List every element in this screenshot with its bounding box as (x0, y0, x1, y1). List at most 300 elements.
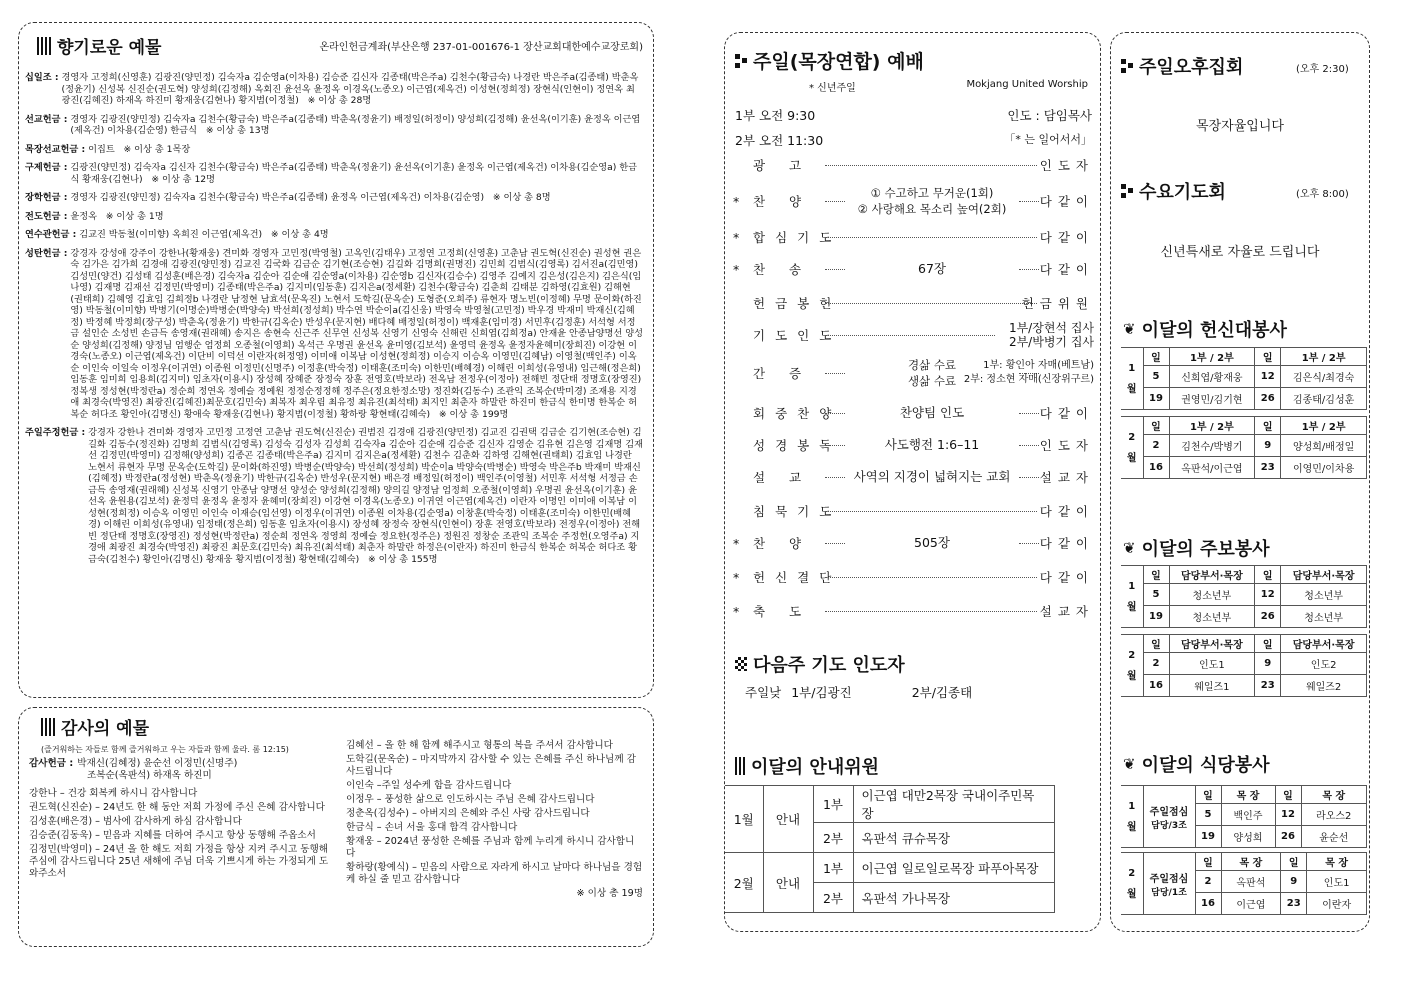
offering-row (25, 427, 643, 565)
assignee-cell: 라오스2 (1301, 804, 1366, 826)
offering-text: 경영자 고정희(신영훈) 김광진(양민정) 김숙자a 김순영a(이차용) 김승준 김신자 김종태(박은주a) 김천수(황금숙) 나경란 박은주a(김종태) 박춘옥(정윤기) 신성복 신진순(권도혁) 양성희(김정해) 옥회진 윤선옥 윤정옥 이경옥(노종오) 이근엽(제옥건) 이성현(정희정) 장현식(인현이) 정연옥 최광진(김혜진) 하재옥 하진미 황재웅(김현나) 황지범(이정철) (61, 72, 639, 106)
guide-team: 이근엽 일로일로목장 파푸아목장 (853, 853, 1055, 883)
square-dots-icon (1121, 184, 1133, 198)
worship-item-leader: 설교자 (1039, 470, 1094, 485)
thanks-donors-1: 박재신(김혜정) 윤순선 이정민(신명주) (77, 758, 238, 769)
offering-note: ※ 이상 총 12명 (151, 173, 216, 185)
assignee-cell: 양성희 (1221, 826, 1275, 848)
worship-item-name: 광 고 (753, 158, 812, 173)
month-unit: 월 (1126, 670, 1137, 682)
header-cell: 1부 / 2부 (1169, 417, 1255, 435)
meal-group: 담당/1조 (1151, 887, 1187, 898)
worship-item-leader: 1부/장현석 집사 2부/박병기 집사 (1008, 321, 1094, 349)
thanks-entry: 김승준(김동욱) – 믿음과 지혜를 더하여 주시고 항상 동행해 주옵소서 (29, 830, 316, 841)
stand-marker: * (733, 603, 740, 619)
worship-row (725, 289, 1100, 317)
guide-row (725, 853, 1055, 883)
worship-item-name: 성경봉독 (753, 438, 842, 453)
worship-item-leader: 인도자 (1039, 438, 1094, 453)
worship-row (725, 223, 1100, 251)
day-cell: 19 (1143, 388, 1169, 410)
clover-icon: ❦ (1123, 539, 1136, 557)
assignee-cell: 청소년부 (1169, 584, 1255, 606)
month-unit: 월 (1126, 821, 1137, 833)
thanks-right-list (346, 740, 643, 886)
worship-item-detail: ① 수고하고 무거운(1회) ② 사랑해요 목소리 높여(2회) (857, 186, 1007, 216)
month-cell (1121, 566, 1143, 628)
offering-note: ※ 이상 총 4명 (270, 229, 329, 240)
header-cell: 일 (1143, 566, 1169, 584)
guide-row (725, 786, 1055, 823)
day-cell: 5 (1195, 804, 1221, 826)
offering-text: 강경자 강한나 견미화 경영자 고민정 고정연 고춘남 권도혁(신진순) 권범진 김경애 김광진(양민정) 김교진 김권택 김금순 김기현(조승현) 김길화 김동수(정진화) 김명희 김범식(김영록) 김성숙 김성자 김성희 김숙자a 김순아 김순애 김승준 김신자 김영순 김유현 김은영 김재명 김재선 김정민(박영미) 김정해(양성희) 김종곤 김종태(박은주a) 김지미 김지은a(정세환) 김천수 김춘화 김하영 김해현(권태희) 김효임 나경란 노현서 류현자 무명 문옥순(도학길) 문이화(하진영) 박병순(박양숙) 박선희(정성희) 박순이a 박양숙(박병순) 박영숙 박은주b 박재미 박재신(김혜정) 박정란a(정성현) 박춘옥(정윤기) 박한규(김옥순) 반성우(문지현) 배은경 배정일(허정이) 백인주(이영철) 서민후 서석형 서정금 손금득 송영재(권래혜) 신성복 신영기 안종남 양명선 양성순 양성희(김정해) 양의길 양정남 엄정희 오종철(이영희) 우명권 윤선옥(이기훈) 윤선옥 윤원용(김보석) 윤정덕 윤정옥 윤정자 윤혜미(장희진) 이강현 이경옥(노종오) 이귀연 이근엽(제옥건) 이란자 이명인 이미애 이복남 이성현(정희정) 이승옥 이영민 이인숙 이재승(임선영) 이정우(이귀연) 이종원 이차용(김순영a) 이창훈(박숙정) 이태훈(조미숙) 이한민(배혜경) 이해린 이희성(유영내) 임정태(정은희) 임동훈 임초자(이용시) 장성혜 장정숙 장현식(인현이) 장훈 전영호(박보라) 전정우(이정아) 전해빈 정단태 정명호(장영진) 정성현(박정란a) 정순희 정연옥 정영희 정예슬 정요한(정주은) 정원진 정창순 조관익 조복순 주정헌(오영주a) 지경애 최광진 최경숙(박영진) 최광진 최문호(김민숙) 최유진(최석태) 최춘자 하말란 하정은(이란자) 하진미 한금식 한복순 허복순 허다조 황금숙(김천수) 황인아(김명신) 황재웅 황지범(이정철) 황현태(김혜숙) (88, 427, 643, 565)
header-cell: 목 장 (1307, 853, 1367, 871)
header-cell: 1부 / 2부 (1281, 348, 1367, 366)
offering-names (70, 114, 643, 137)
guides-table (725, 785, 1055, 913)
assignee-cell: 청소년부 (1281, 606, 1367, 628)
wednesday-text: 신년특새로 자율로 드립니다 (1160, 245, 1320, 260)
thanks-entry: 도학길(문옥순) – 마지막까지 감사할 수 있는 은혜를 주신 하나님께 감사드립니다 (345, 754, 636, 777)
guide-team: 옥판석 가나목장 (853, 883, 1055, 913)
offering-note: ※ 이상 총 1목장 (123, 143, 191, 155)
leader-dots (825, 269, 845, 270)
leader-dots (1019, 445, 1039, 446)
worship-row (725, 321, 1100, 349)
month-unit: 월 (1126, 888, 1137, 900)
cafeteria-tables (1121, 785, 1367, 919)
offerings-panel (18, 22, 654, 698)
worship-row (725, 563, 1100, 591)
worship-item-detail: 67장 (918, 261, 946, 276)
header-cell: 담당부서·목장 (1281, 566, 1367, 584)
worship-item-leader: 설교자 (1039, 604, 1094, 619)
offering-row (25, 192, 643, 204)
offering-row (25, 229, 643, 241)
cafeteria-title-row (1123, 751, 1270, 777)
meal-type: 주일점심 (1149, 873, 1189, 885)
stand-marker: * (733, 569, 740, 585)
worship-sub1: * 신년주일 (809, 83, 856, 94)
worship-item-name: 간 증 (753, 366, 812, 381)
afternoon-text: 목장자율입니다 (1196, 119, 1284, 134)
guide-month: 1월 (725, 786, 763, 853)
day-cell: 26 (1255, 606, 1281, 628)
clover-icon: ❦ (1123, 755, 1136, 773)
leader-dots (825, 303, 1037, 304)
offering-note: ※ 이상 총 8명 (492, 192, 551, 203)
assignee-cell: 청소년부 (1281, 584, 1367, 606)
offering-names (70, 192, 643, 204)
leader-dots (825, 511, 1037, 512)
offering-label: 장학헌금 : (25, 192, 68, 203)
worship-item-name: 찬 양 (753, 194, 812, 209)
month-number: 2 (1128, 867, 1136, 879)
cafeteria-month-table (1121, 852, 1367, 915)
offering-names (70, 248, 643, 421)
thanks-panel (18, 707, 654, 947)
worship-panel (724, 32, 1101, 932)
table-header (1121, 786, 1367, 804)
guide-service: 1부 (813, 853, 853, 883)
offering-names (62, 72, 644, 107)
header-cell: 일 (1275, 786, 1301, 804)
guide-month: 2월 (725, 853, 763, 913)
offering-label: 전도헌금 : (25, 210, 68, 222)
worship-order (725, 151, 1100, 621)
worship-item-leader: 다같이 (1039, 194, 1094, 209)
thanks-entry: 김정민(박영미) – 24년 올 한 해도 저희 가정을 항상 지켜 주시고 동행해 주심에 감사드립니다 25년 새해에 주님 더욱 기쁘시게 하는 가정되게 도와주소서 (29, 844, 329, 879)
worship-title: 주일(목장연합) 예배 (753, 51, 924, 73)
meal-label (1143, 853, 1195, 915)
day-cell: 23 (1255, 457, 1281, 479)
offering-text: 강경자 강성애 강주이 강한나(황재웅) 견미화 경영자 고민정(박영철) 고옥인(김태우) 고정연 고정희(신영훈) 고춘남 권도혁(신진순) 권성현 권은숙 김가은 김가희 김경애 김광진(양민정) 김교진 김국화 김금순 김기현(조승현) 김길화 김명희(권명진) 김민희 김범식(김영록) 김서진a(김민영) 김성민(양건) 김성태 김성훈(배은경) 김숙자a 김순아 김순애 김순영a(이차용) 김순영b 김신자(김승수) 김영주 김예지 김은성(김은지) 김은식(임나영) 김재명 김재선 김정민(박영미) 김종태(박은주a) 김지미(임동훈) 김지은a(정세환) 김천수(황금숙) 김춘희 김태분 김하영(김효원) 김해현(권태희) 김혜영 김효임 김희정b 나경란 남정현 남효석(문옥진) 노현서 도학길(문옥순) 도형준(오희주) 류현자 명노빈(이정혜) 무명 문이화(하진영) 박동철(이미향) 박병기(이명순)박병순(박양숙) 박선희(정성희) 박수연 박순이a(김신웅) 박영숙 박영철(고민정) 박우경 박재미 박재신(김혜정) 박정혜 박정희(장구성) 박춘옥(정윤기) 박한규(김옥순) 반성우(문지현) 배다혜 배정일(허정이) 백재훈(임미경) 서민후(김정훈) 서석형 서정금 설인순 소성빈 손금득 송영재(권래혜) 송지은 송현숙 신근주 신무연 신성복 신영기 신영숙 신해린 신희엽(김희정a) 안재윤 안종남양명선 양성순 양성희(김정해) 양정님 엄행순 엄정희 오종철(이영희) 옥석근 우명권 윤선옥 윤미영(김보석) 윤영덕 윤정옥 윤정자윤혜미(장희진) 이강현 이경숙(노종오) 이근엽(제옥건) 이단비 이덕선 이란자(허정영) 이미애 이복남 이성현(정희정) 이승지 이승옥 이영민(김혜남) 이영철(백인주) 이옥순 이인숙 이일숙 이정우(이귀연) 이종원 이정민(신명주) 이정훈(박숙정) 이태훈(조미숙) 이한민(배혜경) 이해린 이희성(유영내) 임근해(정은희) 임동훈 임미희 임용희(김지미) 임초자(이용시) 장성혜 장혜준 장정숙 장훈 전영호(박보라) 전옥남 전정우(이정아) 전해빈 정단태 정명호(장영진) 정복생 정성현(박정란a) 정순희 정연옥 정예슬 정예원 정정순정정해 정주은(정요한정소망) 정진화(김동수) 조관익 조복순(박미경) 조재용 지경애 최경숙(박영진) 최광진(김혜진)최문호(김민숙) 최복자 최우림 최유정 최유진(최석태) 최지인 최춘자 하말란 하진미 한금식 한미명 한복순 허복순 허다조 황인아(김명신) 황애숙 황재웅(김현나) 황지범(이정철) 황하랑 황현태(김혜숙) (70, 247, 643, 420)
day-cell: 12 (1255, 584, 1281, 606)
assignee-cell: 윤순선 (1301, 826, 1366, 848)
worship-time2: 2부 오전 11:30 (735, 133, 824, 148)
worship-item-name: 회중찬양 (753, 406, 842, 421)
thanks-entry: 이인숙 –주일 성수케 함을 감사드립니다 (345, 780, 512, 791)
leader-dots (825, 477, 845, 478)
header-cell: 일 (1255, 566, 1281, 584)
header-cell: 담당부서·목장 (1281, 635, 1367, 653)
month-number: 1 (1128, 362, 1136, 374)
offering-label: 선교헌금 : (25, 113, 68, 125)
table-row (1121, 388, 1367, 410)
table-row (1121, 584, 1367, 606)
schedule-panel (1110, 32, 1370, 932)
offering-label: 주일주정헌금 : (25, 427, 86, 438)
account-info: 온라인헌금계좌(부산은행 237-01-001676-1 장산교회대한예수교장로회) (319, 42, 643, 53)
assignee-cell: 인도2 (1281, 653, 1367, 675)
offering-note: ※ 이상 총 28명 (307, 95, 372, 106)
header-cell: 1부 / 2부 (1281, 417, 1367, 435)
cafeteria-title: 이달의 식당봉사 (1141, 755, 1270, 776)
leader-dots (1019, 413, 1039, 414)
leader-dots (1019, 269, 1039, 270)
header-cell: 일 (1143, 348, 1169, 366)
thanks-left-column (29, 758, 336, 900)
month-unit: 월 (1126, 601, 1137, 613)
offering-row (25, 211, 643, 223)
thanks-entry: 한금식 – 손녀 서울 홍대 합격 감사합니다 (345, 822, 518, 833)
table-row (1121, 653, 1367, 675)
offering-note: ※ 이상 총 13명 (205, 125, 270, 136)
assignee-cell: 김천수/박병기 (1169, 435, 1255, 457)
day-cell: 5 (1143, 366, 1169, 388)
thanks-entry: 김성훈(배은경) – 범사에 감사하게 하심 감사합니다 (29, 816, 242, 827)
day-cell: 9 (1255, 435, 1281, 457)
leader-dots (825, 445, 845, 446)
leader-dots (825, 413, 845, 414)
header-cell: 일 (1143, 635, 1169, 653)
table-row (1121, 675, 1367, 697)
assignee-cell: 김종태/김성훈 (1281, 388, 1367, 410)
day-cell: 19 (1143, 606, 1169, 628)
day-cell: 16 (1195, 893, 1221, 915)
thanks-right-column (346, 740, 643, 900)
table-row (1121, 435, 1367, 457)
offerings-title-row (37, 33, 161, 58)
table-header (1121, 348, 1367, 366)
table-row (1121, 366, 1367, 388)
worship-item-detail: 505장 (914, 535, 950, 550)
dedication-month-table (1121, 347, 1367, 410)
thanks-left-list (29, 788, 336, 880)
offering-text: 김교진 박동철(이미향) 옥희진 이근엽(제옥건) (79, 229, 263, 240)
table-header (1121, 417, 1367, 435)
leader-dots (1019, 201, 1039, 202)
afternoon-time: (오후 2:30) (1296, 64, 1349, 75)
offering-row (25, 248, 643, 421)
cafeteria-month-table (1121, 785, 1367, 848)
bulletin-tables (1121, 565, 1367, 703)
month-cell (1121, 348, 1143, 410)
thanks-entry: 권도혁(신진순) – 24년도 한 해 동안 저희 가정에 주신 은혜 감사합니다 (29, 802, 325, 813)
day-cell: 19 (1195, 826, 1221, 848)
dedication-title-row (1123, 316, 1287, 342)
day-cell: 16 (1143, 457, 1169, 479)
worship-item-leader: 다같이 (1039, 230, 1094, 245)
table-row (1121, 457, 1367, 479)
offering-names (88, 427, 643, 565)
assignee-cell: 이근엽 (1221, 893, 1281, 915)
offering-label: 목장선교헌금 : (25, 143, 86, 155)
day-cell: 9 (1281, 871, 1307, 893)
month-cell (1121, 853, 1143, 915)
worship-row (725, 597, 1100, 625)
offering-names (70, 211, 643, 223)
offering-text: 경영자 김광진(양민정) 김숙자a 김천수(황금숙) 박은주a(김종태) 박춘옥(정윤기) 배정일(허정이) 양성희(김정해) 윤선옥(이기훈) 윤정옥 이근엽(제옥건) 이차용(김순영) 한금식 (70, 113, 641, 136)
offering-names (70, 162, 643, 185)
stand-marker: * (733, 261, 740, 277)
worship-item-name: 헌금봉헌 (753, 296, 842, 311)
offering-note: ※ 이상 총 1명 (105, 210, 164, 222)
bar-icon (41, 718, 55, 736)
next-prayer-title-row (735, 651, 905, 677)
worship-item-name: 설 교 (753, 470, 812, 485)
offering-text: 경영자 김광진(양민정) 김숙자a 김천수(황금숙) 박은주a(김종태) 윤정옥 이근엽(제옥건) 이차용(김순영) (70, 192, 485, 203)
meal-type: 주일점심 (1149, 806, 1189, 818)
day-cell: 12 (1275, 804, 1301, 826)
next-prayer-p2: 2부/김종태 (911, 685, 973, 700)
month-number: 2 (1128, 649, 1136, 661)
worship-leader-note: 「* 는 일어서서」 (1004, 133, 1092, 146)
header-cell: 일 (1255, 348, 1281, 366)
offering-label: 구제헌금 : (25, 162, 68, 173)
offering-label: 연수관헌금 : (25, 229, 77, 240)
next-prayer-label: 주일낮 (745, 685, 782, 700)
worship-row (725, 431, 1100, 459)
worship-item-leader: 다같이 (1039, 536, 1094, 551)
day-cell: 2 (1143, 653, 1169, 675)
offering-row (25, 162, 643, 185)
worship-row (725, 529, 1100, 557)
month-number: 2 (1128, 431, 1136, 443)
next-prayer-p1: 1부/김광진 (791, 685, 852, 700)
dedication-title: 이달의 헌신대봉사 (1141, 320, 1287, 341)
day-cell: 16 (1143, 675, 1169, 697)
bar-icon (37, 37, 51, 55)
bulletin-month-table (1121, 634, 1367, 697)
meal-label (1143, 786, 1195, 848)
worship-item-leader: 다같이 (1039, 504, 1094, 519)
dedication-month-table (1121, 416, 1367, 479)
header-cell: 일 (1255, 417, 1281, 435)
table-header (1121, 566, 1367, 584)
month-number: 1 (1128, 800, 1136, 812)
month-cell (1121, 786, 1143, 848)
offering-row (25, 72, 643, 107)
worship-item-leader: 인도자 (1039, 158, 1094, 173)
thanks-entry: 황재웅 – 2024년 풍성한 은혜를 주님과 함께 누리게 하시니 감사합니다 (345, 836, 635, 859)
guide-service: 2부 (813, 883, 853, 913)
wednesday-title-row (1121, 178, 1226, 204)
thanks-entry: 김혜선 – 올 한 해 함께 해주시고 형통의 복을 주셔서 감사합니다 (345, 740, 613, 751)
guide-team: 이근엽 대만2목장 국내이주민목장 (853, 786, 1055, 823)
thanks-donors-2: 조복순(옥판석) 하재옥 하진미 (87, 770, 212, 781)
stand-marker: * (733, 535, 740, 551)
table-row (1121, 606, 1367, 628)
guide-service: 1부 (813, 786, 853, 823)
month-cell (1121, 635, 1143, 697)
offering-text: 윤정옥 (70, 210, 98, 222)
worship-row (725, 399, 1100, 427)
worship-sub2: Mokjang United Worship (966, 79, 1088, 90)
month-unit: 월 (1126, 452, 1137, 464)
offering-row (25, 144, 643, 156)
dedication-tables (1121, 347, 1367, 485)
offering-label: 성탄헌금 : (25, 247, 68, 259)
month-number: 1 (1128, 580, 1136, 592)
day-cell: 2 (1195, 871, 1221, 893)
offering-label: 십일조 : (25, 72, 59, 83)
day-cell: 2 (1143, 435, 1169, 457)
worship-row (725, 151, 1100, 179)
leader-dots (825, 165, 1037, 166)
square-dots-icon (1121, 59, 1133, 73)
leader-dots (825, 577, 1037, 578)
assignee-cell: 웨일즈2 (1281, 675, 1367, 697)
thanks-label: 감사헌금 : (29, 758, 74, 769)
worship-row (725, 255, 1100, 283)
worship-item-leader: 1부: 황인아 자매(베트남) 2부: 정소현 자매(신장위구르) (963, 360, 1094, 385)
assignee-cell: 권영민/김기현 (1169, 388, 1255, 410)
leader-dots (825, 335, 995, 336)
thanks-title: 감사의 예물 (61, 719, 150, 739)
header-cell: 목 장 (1221, 853, 1281, 871)
bulletin-title-row (1123, 535, 1270, 561)
stand-marker: * (733, 229, 740, 245)
next-prayer-title: 다음주 기도 인도자 (753, 655, 905, 676)
offering-text: 이집트 (88, 143, 115, 155)
leader-dots (825, 201, 845, 202)
thanks-entry: 정춘옥(김성수) – 아버지의 은혜와 주신 사랑 감사드립니다 (345, 808, 590, 819)
header-cell: 목 장 (1221, 786, 1275, 804)
day-cell: 26 (1275, 826, 1301, 848)
day-cell: 23 (1255, 675, 1281, 697)
assignee-cell: 이영민/이차용 (1281, 457, 1367, 479)
bulletin-month-table (1121, 565, 1367, 628)
day-cell: 12 (1255, 366, 1281, 388)
assignee-cell: 청소년부 (1169, 606, 1255, 628)
day-cell: 9 (1255, 653, 1281, 675)
offering-note: ※ 이상 총 199명 (438, 408, 509, 420)
clover-icon: ❦ (1123, 320, 1136, 338)
worship-item-name: 기도인도 (753, 328, 842, 343)
leader-dots (1019, 477, 1039, 478)
header-cell: 일 (1281, 853, 1307, 871)
thanks-entry: 강한나 – 건강 회복케 하시니 감사합니다 (29, 788, 198, 799)
guide-role: 안내 (763, 853, 813, 913)
worship-item-leader: 헌금위원 (1021, 296, 1094, 311)
offering-note: ※ 이상 총 155명 (368, 553, 438, 565)
next-prayer-row (745, 683, 972, 701)
leader-dots (825, 543, 845, 544)
header-cell: 일 (1195, 853, 1221, 871)
guide-team: 옥판석 큐슈목장 (853, 823, 1055, 853)
worship-item-name: 침묵기도 (753, 504, 842, 519)
worship-time1: 1부 오전 9:30 (735, 108, 816, 123)
leader-dots (825, 611, 1037, 612)
assignee-cell: 옥판석 (1221, 871, 1281, 893)
worship-item-detail: 경삶 수료 생삶 수료 (907, 358, 957, 388)
worship-item-name: 축 도 (753, 604, 812, 619)
worship-row (725, 463, 1100, 491)
assignee-cell: 이란자 (1307, 893, 1367, 915)
wednesday-time: (오후 8:00) (1296, 189, 1349, 200)
worship-item-detail: 사역의 지경이 넓혀지는 교회 (853, 469, 1011, 484)
worship-item-name: 찬 양 (753, 536, 812, 551)
assignee-cell: 인도1 (1169, 653, 1255, 675)
leader-dots (1019, 543, 1039, 544)
worship-row (725, 497, 1100, 525)
wednesday-title: 수요기도회 (1139, 182, 1226, 203)
worship-row (725, 187, 1100, 215)
assignee-cell: 양성희/배정일 (1281, 435, 1367, 457)
day-cell: 23 (1281, 893, 1307, 915)
table-header (1121, 635, 1367, 653)
guides-title: 이달의 안내위원 (751, 757, 879, 778)
assignee-cell: 김은식/최경숙 (1281, 366, 1367, 388)
offerings-list (25, 72, 643, 565)
square-dots-icon (735, 54, 747, 68)
worship-leader: 인도 : 담임목사 (1007, 108, 1092, 123)
worship-item-leader: 다같이 (1039, 570, 1094, 585)
meal-group: 담당/3조 (1151, 820, 1187, 831)
header-cell: 담당부서·목장 (1169, 635, 1255, 653)
guides-title-row (735, 753, 879, 779)
offerings-title: 향기로운 예물 (57, 38, 162, 58)
day-cell: 26 (1255, 388, 1281, 410)
guide-service: 2부 (813, 823, 853, 853)
header-cell: 일 (1143, 417, 1169, 435)
header-cell: 일 (1195, 786, 1221, 804)
offering-names (79, 229, 643, 241)
guide-role: 안내 (763, 786, 813, 853)
worship-row (725, 359, 1100, 387)
leader-dots (825, 373, 845, 374)
bars-icon (735, 757, 745, 775)
month-cell (1121, 417, 1143, 479)
worship-item-leader: 다같이 (1039, 406, 1094, 421)
stand-marker: * (733, 193, 740, 209)
worship-item-leader: 다같이 (1039, 262, 1094, 277)
assignee-cell: 신희엽/황재웅 (1169, 366, 1255, 388)
assignee-cell: 백인주 (1221, 804, 1275, 826)
worship-item-name: 헌신결단 (753, 570, 842, 585)
leader-dots (825, 237, 1037, 238)
